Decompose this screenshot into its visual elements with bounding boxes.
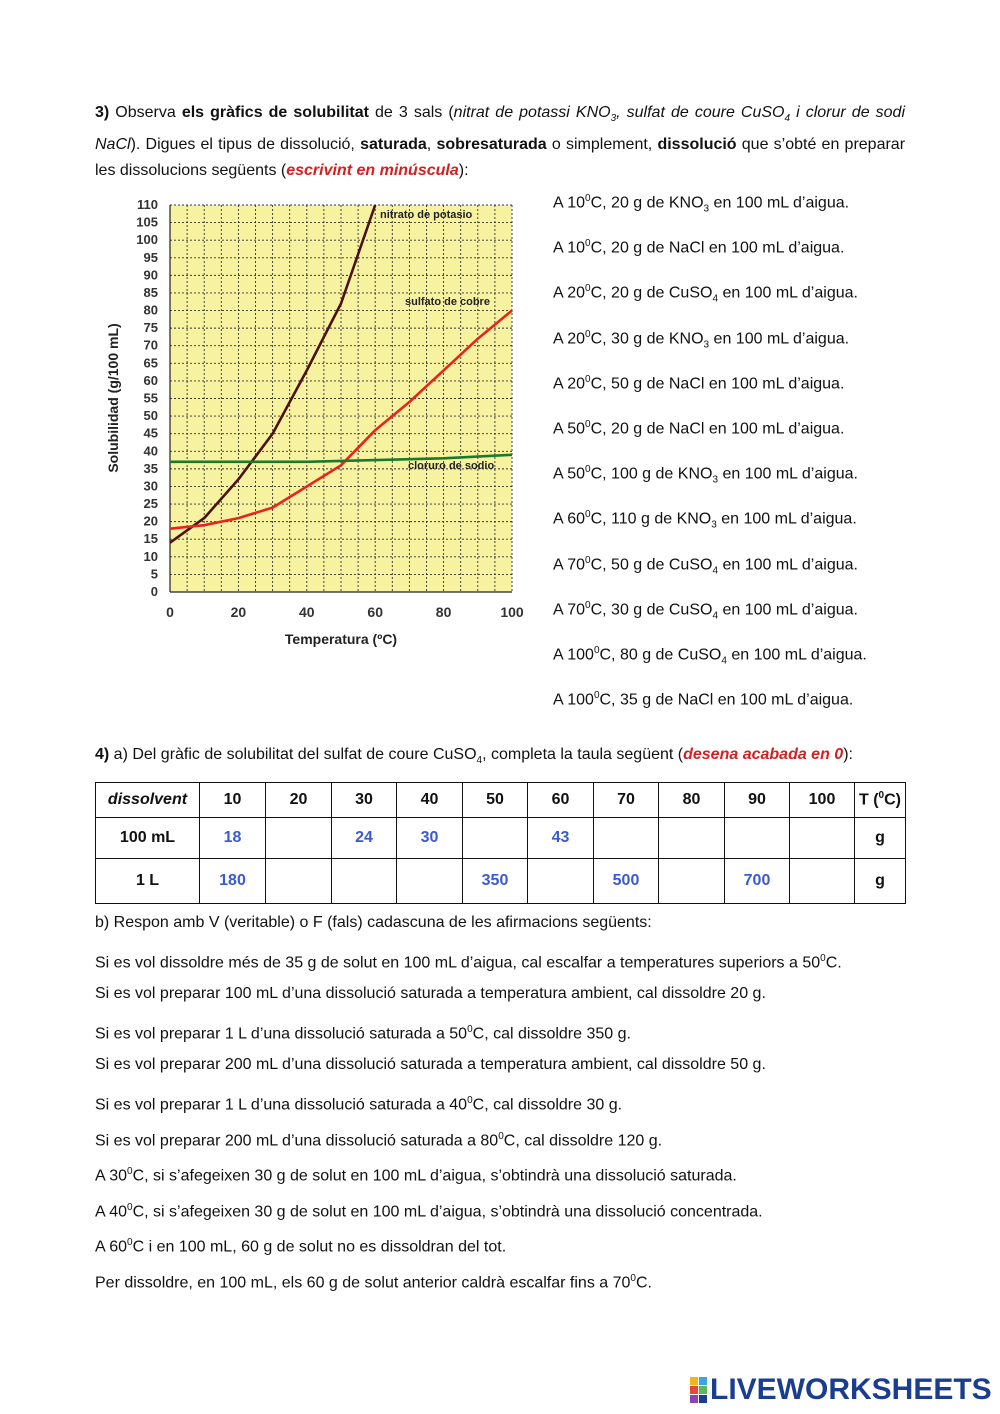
solution-item: [553, 547, 973, 592]
q3-text-2: els gràfics de solubilitat: [181, 104, 369, 121]
y-tick-label: 35: [143, 460, 158, 476]
table-cell[interactable]: [790, 859, 855, 904]
statement: [95, 1052, 915, 1088]
item-degree: 0: [585, 509, 591, 521]
item-prefix: A 60: [553, 510, 586, 528]
q3-text-17: ):: [458, 162, 469, 180]
item-main: C, 80 g de CuSO: [599, 646, 722, 664]
unit-prefix: T (: [859, 791, 879, 809]
item-end: en 100 mL d’aigua.: [718, 465, 858, 483]
item-main: C, 110 g de KNO: [590, 510, 712, 528]
y-tick-label: 5: [150, 566, 158, 582]
statement: [95, 981, 915, 1017]
statement-text: Si es vol preparar 200 mL d’una dissolució saturada a 80: [95, 1131, 499, 1149]
item-degree: 0: [585, 373, 591, 385]
table-cell[interactable]: [790, 818, 855, 859]
y-tick-label: 40: [143, 443, 158, 459]
chart-y-label: Solubilidad (g/100 mL): [105, 323, 121, 473]
q3-text-1: Observa: [109, 104, 182, 121]
item-prefix: A 70: [553, 601, 586, 619]
solution-item: [553, 366, 973, 411]
statement-degree: 0: [127, 1201, 133, 1213]
y-tick-label: 75: [143, 320, 158, 336]
statement: [95, 946, 915, 982]
item-degree: 0: [585, 418, 591, 430]
part-b-intro: b) Respon amb V (veritable) o F (fals) cadascuna de les afirmacions següents:: [95, 914, 652, 931]
statement-text: Si es vol dissoldre més de 35 g de solut en 100 mL d’aigua, cal escalfar a temperatures superiors a 50: [95, 953, 821, 971]
q4-text-1: a) Del gràfic de solubilitat del sulfat de coure CuSO: [109, 746, 477, 763]
item-sub: 4: [712, 293, 718, 305]
item-end: en 100 mL d’aigua.: [716, 510, 857, 528]
item-main: C, 50 g de CuSO: [590, 555, 713, 573]
x-tick-label: 80: [435, 604, 452, 620]
table-temp-header: 40: [397, 783, 463, 818]
q4-instruction: desena acabada en 0: [683, 746, 844, 763]
item-main: C, 50 g de NaCl en 100 mL d’aigua.: [590, 375, 845, 393]
unit-suffix: C): [884, 791, 901, 809]
table-temp-header: 50: [463, 783, 528, 818]
q3-text-14: dissolució: [657, 136, 737, 154]
table-cell[interactable]: [266, 818, 332, 859]
item-end: en 100 mL d’aigua.: [726, 646, 867, 664]
table-cell[interactable]: [659, 859, 725, 904]
statement: [95, 1124, 915, 1160]
item-end: en 100 mL d’aigua.: [709, 194, 850, 212]
table-cell[interactable]: 18: [200, 818, 266, 859]
item-prefix: A 20: [553, 375, 586, 393]
question-4-number: 4): [95, 746, 110, 763]
q3-text-10: saturada: [360, 136, 427, 154]
unit-degree: 0: [878, 790, 885, 802]
item-main: C, 30 g de KNO: [590, 329, 704, 347]
table-row: [96, 859, 906, 904]
y-tick-label: 0: [150, 584, 158, 599]
table-temp-header: 10: [200, 783, 266, 818]
solution-item: [553, 411, 973, 456]
solubility-chart: [100, 192, 530, 652]
table-header-row: [96, 783, 906, 818]
table-unit-header: [855, 783, 906, 818]
statement-end: C, cal dissoldre 30 g.: [472, 1096, 623, 1114]
statement: [95, 1159, 915, 1195]
q3-text-3: de 3 sals (: [368, 104, 454, 121]
y-tick-label: 105: [136, 214, 158, 230]
item-end: en 100 mL d’aigua.: [718, 601, 858, 619]
table-temp-header: 30: [332, 783, 397, 818]
x-tick-label: 60: [367, 604, 383, 620]
table-cell[interactable]: [266, 859, 332, 904]
item-degree: 0: [585, 238, 591, 250]
table-corner: dissolvent: [96, 783, 200, 818]
part-b: [95, 910, 915, 1302]
item-main: C, 20 g de CuSO: [590, 284, 713, 302]
statement-end: C, cal dissoldre 120 g.: [503, 1131, 663, 1149]
item-prefix: A 10: [553, 194, 586, 212]
item-prefix: A 100: [553, 691, 594, 709]
liveworksheets-logo: [690, 1374, 992, 1406]
statement: [95, 1230, 915, 1266]
q3-instruction: escrivint en minúscula: [286, 162, 459, 180]
q3-text-8: i clorur de sodi NaCl: [95, 104, 905, 154]
statement-text: Si es vol preparar 1 L d’una dissolució saturada a 40: [95, 1096, 468, 1114]
table-cell[interactable]: 43: [528, 818, 594, 859]
table-cell[interactable]: 500: [594, 859, 659, 904]
q3-sub-2: 4: [784, 113, 791, 125]
q3-text-9: ). Digues el tipus de dissolució,: [130, 136, 361, 154]
y-tick-label: 45: [143, 425, 158, 441]
table-cell[interactable]: [725, 818, 790, 859]
table-temp-header: 70: [594, 783, 659, 818]
y-tick-label: 110: [137, 197, 158, 212]
q3-text-13: o simplement,: [546, 136, 658, 154]
statement-degree: 0: [630, 1272, 636, 1284]
y-tick-label: 10: [143, 548, 158, 564]
x-tick-label: 100: [500, 604, 524, 620]
table-cell[interactable]: [463, 818, 528, 859]
table-cell[interactable]: [397, 859, 463, 904]
table-cell[interactable]: [528, 859, 594, 904]
series-label-kno3: nitrato de potasio: [380, 209, 473, 221]
item-degree: 0: [585, 328, 591, 340]
table-row: [96, 818, 906, 859]
y-tick-label: 90: [143, 267, 158, 283]
table-cell[interactable]: [332, 859, 397, 904]
statement-text: A 60: [95, 1238, 128, 1256]
table-temp-header: 90: [725, 783, 790, 818]
y-tick-label: 25: [143, 496, 158, 512]
q3-text-4: nitrat de potassi KNO: [453, 104, 611, 121]
statement: [95, 1088, 915, 1124]
statement-text: Si es vol preparar 100 mL d’una dissolució saturada a temperatura ambient, cal dissoldre 20 g.: [95, 985, 766, 1003]
table-cell[interactable]: 24: [332, 818, 397, 859]
y-tick-label: 50: [143, 408, 158, 424]
statement-end: C, si s’afegeixen 30 g de solut en 100 mL d’aigua, s’obtindrà una dissolució concentrada.: [132, 1203, 763, 1221]
item-prefix: A 20: [553, 329, 586, 347]
item-main: C, 35 g de NaCl en 100 mL d’aigua.: [599, 691, 854, 709]
item-degree: 0: [585, 464, 591, 476]
q4-text-5: ):: [843, 746, 853, 763]
statement-text: A 40: [95, 1203, 128, 1221]
q3-text-11: ,: [426, 136, 437, 154]
statement-degree: 0: [820, 952, 826, 964]
statement-text: A 30: [95, 1167, 128, 1185]
statement: [95, 1195, 915, 1231]
solution-item: [553, 275, 973, 320]
chart-x-label: Temperatura (ºC): [284, 631, 398, 647]
table-temp-header: 60: [528, 783, 594, 818]
statement-degree: 0: [498, 1130, 504, 1142]
item-main: C, 20 g de NaCl en 100 mL d’aigua.: [590, 420, 845, 438]
item-sub: 4: [721, 655, 727, 667]
statement-text: Per dissoldre, en 100 mL, els 60 g de solut anterior caldrà escalfar fins a 70: [95, 1274, 631, 1292]
q4-sub: 4: [476, 755, 483, 767]
statement-end: C, cal dissoldre 350 g.: [472, 1025, 631, 1043]
y-tick-label: 20: [143, 513, 158, 529]
y-tick-label: 30: [143, 478, 158, 494]
y-tick-label: 100: [136, 232, 158, 248]
table-cell[interactable]: 350: [463, 859, 528, 904]
item-degree: 0: [585, 193, 591, 204]
table-cell[interactable]: 30: [397, 818, 463, 859]
x-tick-label: 0: [166, 604, 174, 620]
item-prefix: A 50: [553, 420, 586, 438]
solution-list: [553, 185, 973, 727]
solution-item: [553, 592, 973, 637]
item-degree: 0: [585, 599, 591, 611]
solubility-table: [95, 782, 906, 904]
statement-degree: 0: [127, 1237, 133, 1249]
y-tick-label: 65: [143, 355, 158, 371]
statement-end: C, si s’afegeixen 30 g de solut en 100 mL d’aigua, s’obtindrà una dissolució saturada.: [132, 1167, 737, 1185]
item-main: C, 20 g de KNO: [590, 194, 704, 212]
solution-item: [553, 501, 973, 546]
y-tick-label: 55: [143, 390, 158, 406]
table-cell[interactable]: 700: [725, 859, 790, 904]
solution-item: [553, 321, 973, 366]
item-prefix: A 100: [553, 646, 594, 664]
item-degree: 0: [585, 283, 591, 295]
y-tick-label: 95: [143, 249, 158, 265]
item-main: C, 20 g de NaCl en 100 mL d’aigua.: [590, 239, 845, 257]
y-tick-label: 85: [143, 284, 158, 300]
item-degree: 0: [593, 644, 600, 656]
item-sub: 4: [712, 610, 718, 622]
q3-text-15: que s’obté en preparar les dissolucions següents (: [95, 136, 906, 180]
table-temp-header: 80: [659, 783, 725, 818]
statement-text: Si es vol preparar 200 mL d’una dissolució saturada a temperatura ambient, cal dissoldre 50 g.: [95, 1056, 766, 1074]
item-end: en 100 mL d’aigua.: [709, 329, 850, 347]
solution-item: [553, 456, 973, 501]
statement: [95, 1017, 915, 1053]
statement-text: Si es vol preparar 1 L d’una dissolució saturada a 50: [95, 1025, 468, 1043]
q4-text-3: , completa la taula següent (: [482, 746, 684, 763]
table-cell[interactable]: 180: [200, 859, 266, 904]
item-prefix: A 20: [553, 284, 586, 302]
statement-degree: 0: [127, 1166, 133, 1178]
solution-item: [553, 682, 973, 727]
y-tick-label: 60: [143, 372, 158, 388]
table-temp-header: 20: [266, 783, 332, 818]
x-tick-label: 40: [299, 604, 315, 620]
solution-item: [553, 230, 973, 275]
statement-end: C i en 100 mL, 60 g de solut no es dissoldran del tot.: [132, 1238, 507, 1256]
series-label-cuso4: sulfato de cobre: [405, 296, 490, 308]
item-end: en 100 mL d’aigua.: [718, 284, 858, 302]
solution-item: [553, 637, 973, 682]
x-tick-label: 20: [230, 604, 247, 620]
series-label-nacl: cloruro de sodio: [408, 460, 495, 472]
statement-degree: 0: [467, 1023, 473, 1035]
table-row-label: 1 L: [96, 859, 200, 904]
statement-end: C.: [635, 1274, 652, 1292]
item-degree: 0: [585, 554, 591, 566]
item-sub: 4: [712, 565, 718, 577]
item-end: en 100 mL d’aigua.: [718, 555, 858, 573]
question-4-text: [95, 742, 915, 774]
statement: [95, 1266, 915, 1302]
table-row-label: 100 mL: [96, 818, 200, 859]
table-cell[interactable]: [594, 818, 659, 859]
y-tick-label: 80: [143, 302, 158, 318]
item-main: C, 100 g de KNO: [590, 465, 713, 483]
logo-mark-icon: [690, 1377, 707, 1403]
item-sub: 3: [703, 339, 710, 351]
item-prefix: A 70: [553, 555, 586, 573]
y-tick-label: 15: [143, 531, 158, 547]
item-prefix: A 50: [553, 465, 586, 483]
y-tick-label: 70: [143, 337, 158, 353]
q3-text-6: , sulfat de coure CuSO: [616, 104, 785, 121]
logo-text: LIVEWORKSHEETS: [710, 1373, 992, 1406]
statement-end: C.: [825, 953, 842, 971]
item-prefix: A 10: [553, 239, 586, 257]
question-3-number: 3): [95, 104, 110, 121]
q3-sub-1: 3: [610, 113, 617, 125]
table-row-unit: g: [855, 818, 906, 859]
statement-degree: 0: [467, 1094, 473, 1106]
item-degree: 0: [593, 690, 600, 702]
table-row-unit: g: [855, 859, 906, 904]
item-sub: 3: [711, 519, 717, 531]
table-cell[interactable]: [659, 818, 725, 859]
question-3-text: [95, 100, 905, 184]
table-temp-header: 100: [790, 783, 855, 818]
item-sub: 3: [703, 203, 710, 215]
solution-item: [553, 185, 973, 230]
q3-text-12: sobresaturada: [436, 136, 547, 154]
item-main: C, 30 g de CuSO: [590, 601, 713, 619]
item-sub: 3: [712, 474, 718, 486]
